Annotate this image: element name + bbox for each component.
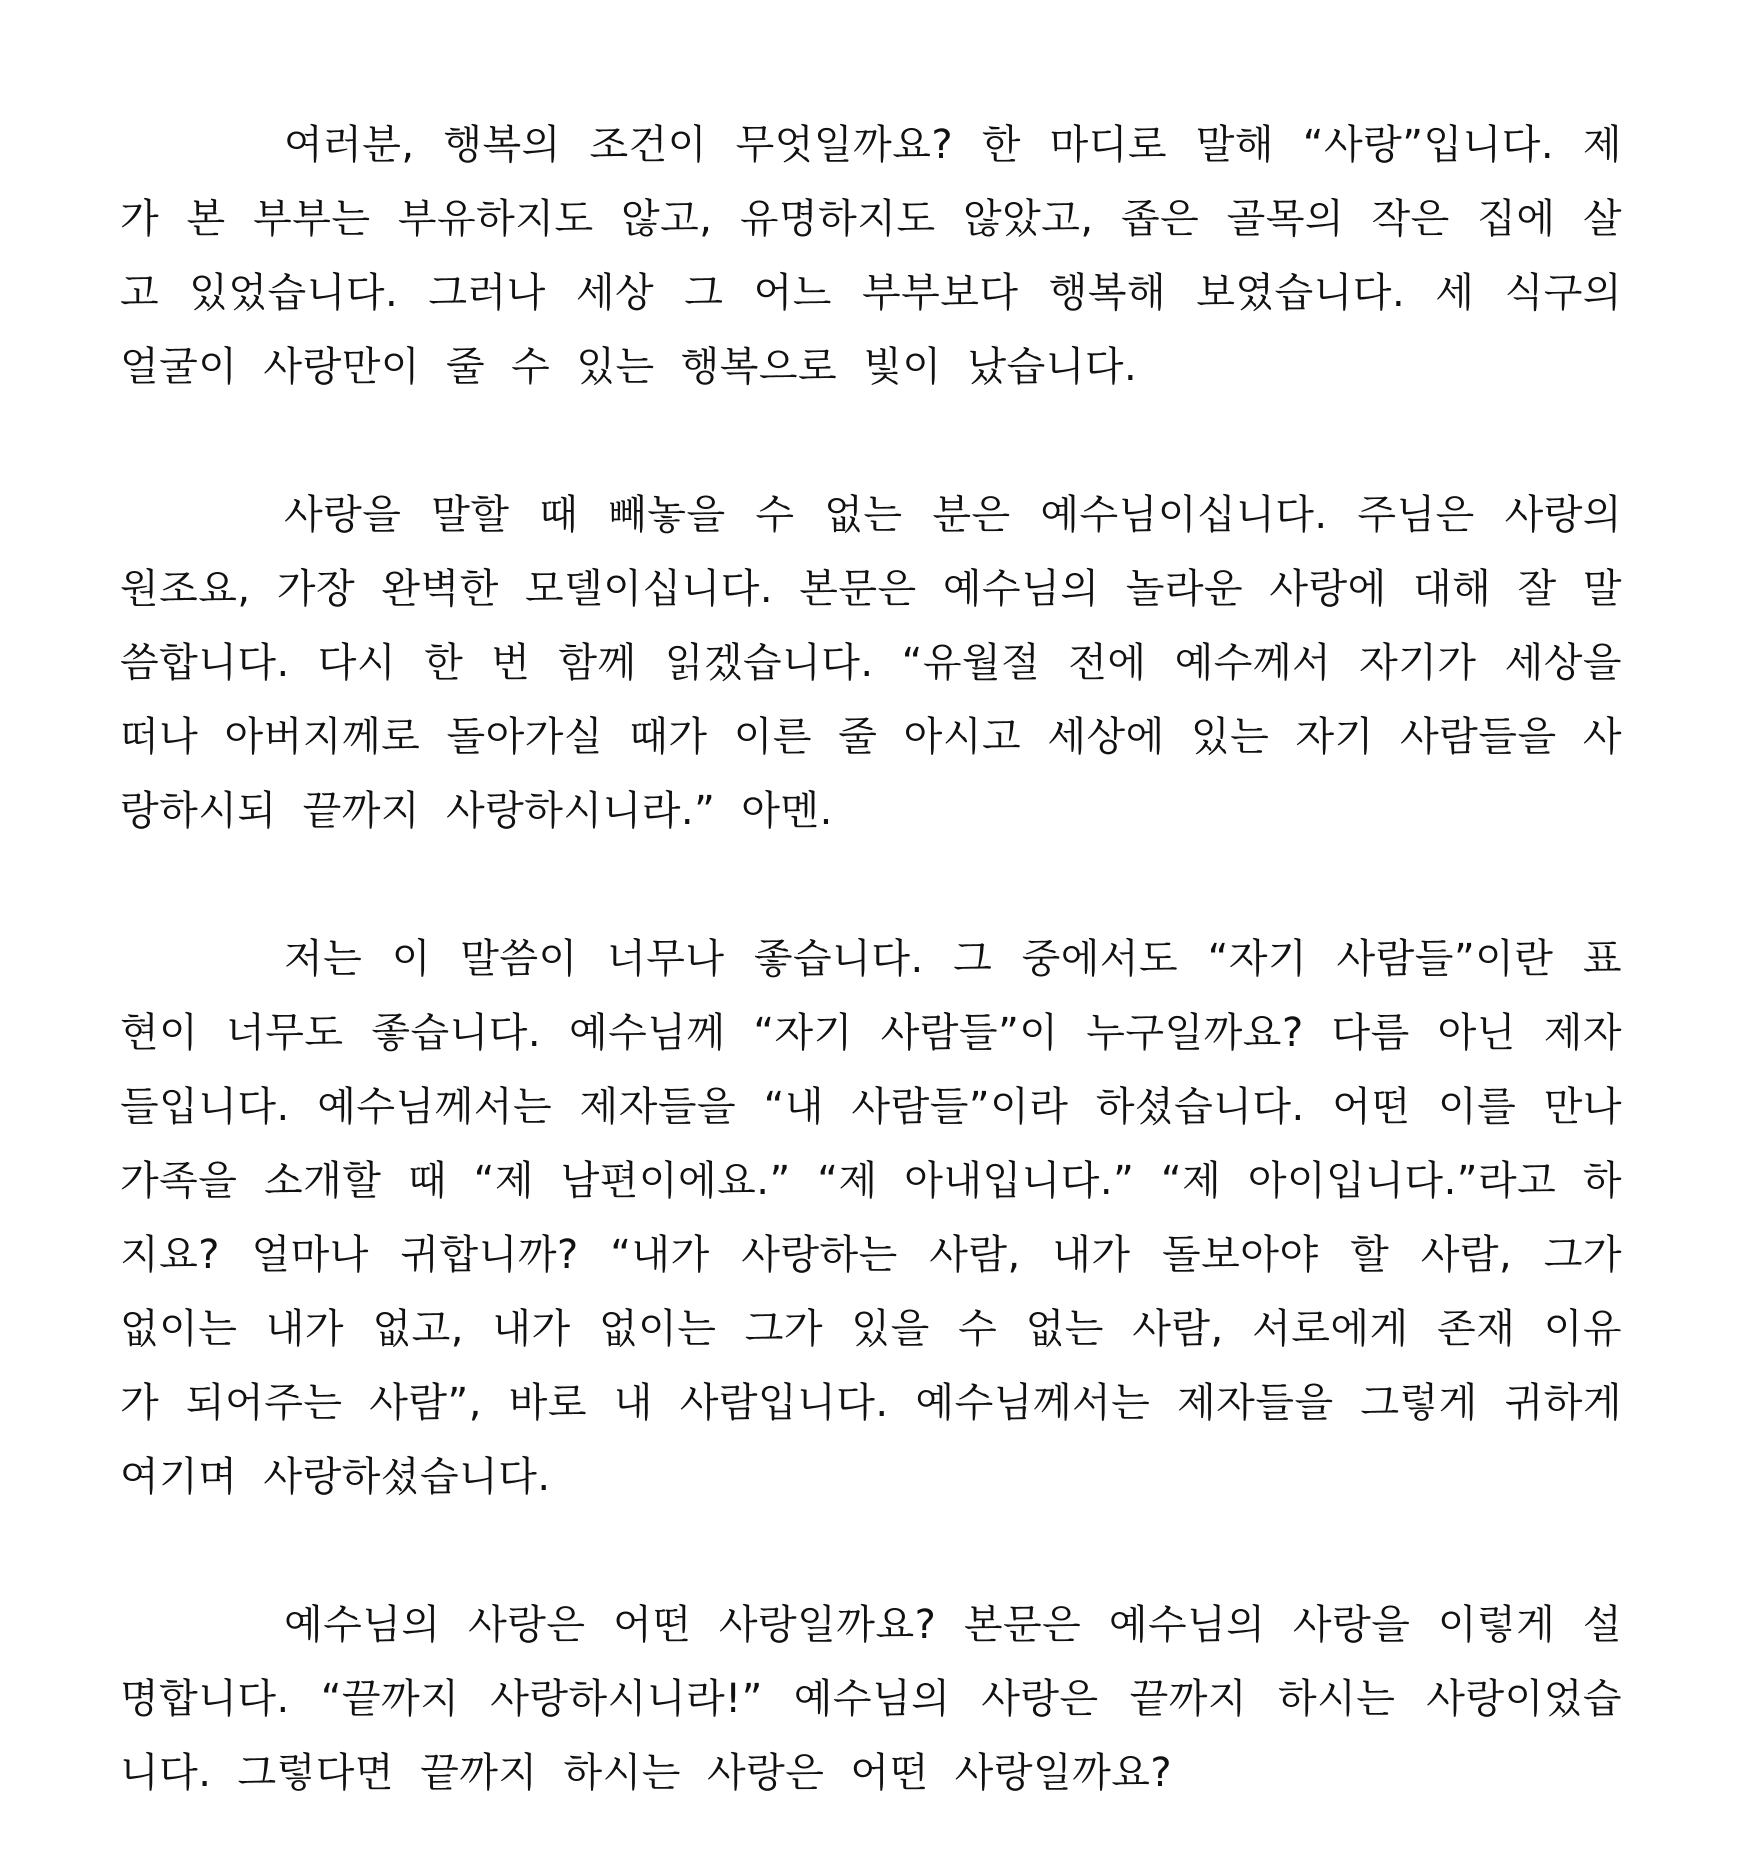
- paragraph-2: 사랑을 말할 때 빼놓을 수 없는 분은 예수님이십니다. 주님은 사랑의 원조요, 가장 완벽한 모델이십니다. 본문은 예수님의 놀라운 사랑에 대해 잘 말씀합니다. 다시 한 번 함께 읽겠습니다. “유월절 전에 예수께서 자기가 세상을 떠나 아버지께로 돌아가실 때가 이른 줄 아시고 세상에 있는 자기 사람들을 사랑하시되 끝까지 사랑하시니라.” 아멘.: [120, 492, 1622, 834]
- paragraph-1: 여러분, 행복의 조건이 무엇일까요? 한 마디로 말해 “사랑”입니다. 제가 본 부부는 부유하지도 않고, 유명하지도 않았고, 좁은 골목의 작은 집에 살고 있었습니다. 그러나 세상 그 어느 부부보다 행복해 보였습니다. 세 식구의 얼굴이 사랑만이 줄 수 있는 행복으로 빛이 났습니다.: [120, 122, 1622, 390]
- paragraph-4: 예수님의 사랑은 어떤 사랑일까요? 본문은 예수님의 사랑을 이렇게 설명합니다. “끝까지 사랑하시니라!” 예수님의 사랑은 끝까지 하시는 사랑이었습니다. 그렇다면 끝까지 하시는 사랑은 어떤 사랑일까요?: [120, 1602, 1622, 1796]
- document-page: [120, 108, 1622, 1810]
- paragraph-3: 저는 이 말씀이 너무나 좋습니다. 그 중에서도 “자기 사람들”이란 표현이 너무도 좋습니다. 예수님께 “자기 사람들”이 누구일까요? 다름 아닌 제자들입니다. 예수님께서는 제자들을 “내 사람들”이라 하셨습니다. 어떤 이를 만나 가족을 소개할 때 “제 남편이에요.” “제 아내입니다.” “제 아이입니다.”라고 하지요? 얼마나 귀합니까? “내가 사랑하는 사람, 내가 돌보아야 할 사람, 그가 없이는 내가 없고, 내가 없이는 그가 있을 수 없는 사람, 서로에게 존재 이유가 되어주는 사람”, 바로 내 사람입니다. 예수님께서는 제자들을 그렇게 귀하게 여기며 사랑하셨습니다.: [120, 936, 1622, 1500]
